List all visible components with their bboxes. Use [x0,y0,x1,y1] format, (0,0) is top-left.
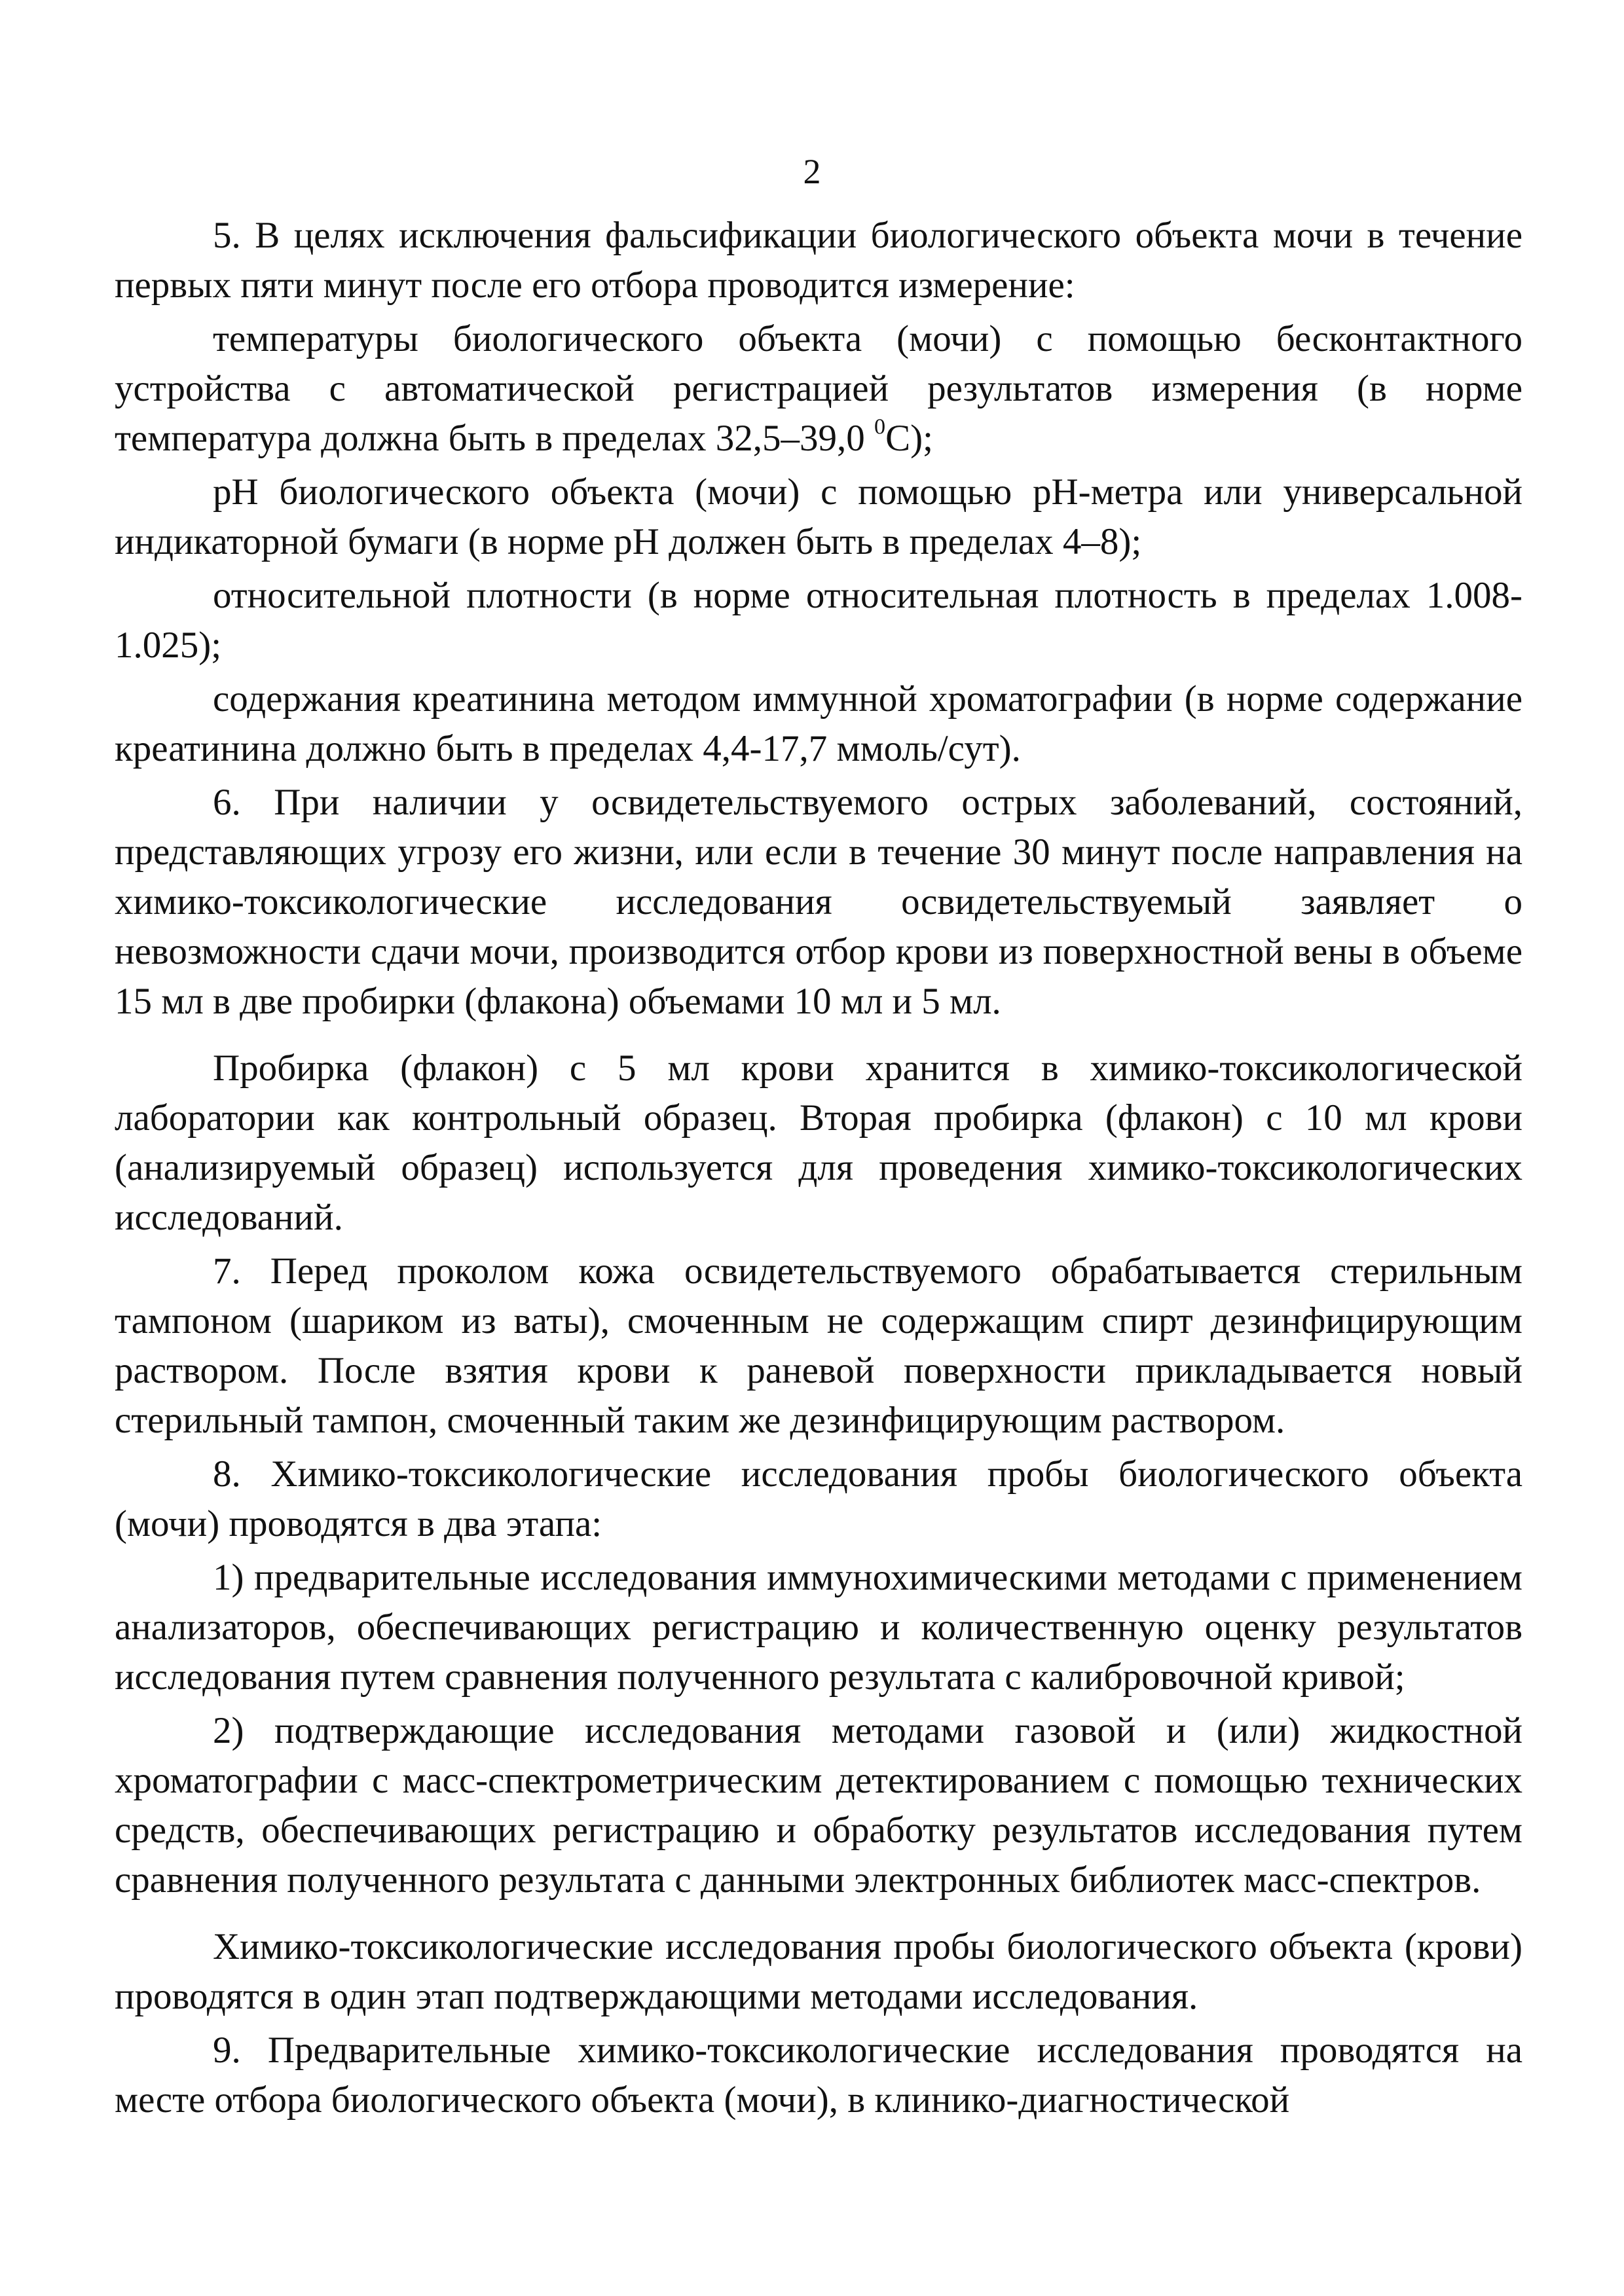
degree-superscript: 0 [874,414,886,439]
paragraph-ph: pH биологического объекта (мочи) с помощью pH-метра или универсальной индикаторной бумаги (в норме pH должен быть в пределах 4–8); [115,471,1522,562]
paragraph-blood-tests: Химико-токсикологические исследования пробы биологического объекта (крови) проводятся в один этап подтверждающими методами исследования. [115,1926,1522,2017]
paragraph-9: 9. Предварительные химико-токсикологические исследования проводятся на месте отбора биологического объекта (мочи), в клинико-диагностической [115,2030,1522,2121]
paragraph-control-sample: Пробирка (флакон) с 5 мл крови хранится в химико-токсикологической лаборатории как контрольный образец. Вторая пробирка (флакон) с 10 мл крови (анализируемый образец) используется для проведения химико-токсикологических исследований. [115,1048,1522,1238]
document-body [115,211,1522,2125]
page-number: 2 [803,152,821,191]
paragraph-8-step-1: 1) предварительные исследования иммунохимическими методами с применением анализаторов, обеспечивающих регистрацию и количественную оценку результатов исследования путем сравнения полученного результата с калибровочной кривой; [115,1557,1522,1698]
paragraph-temperature-text: температуры биологического объекта (мочи) с помощью бесконтактного устройства с автоматической регистрацией результатов измерения (в норме температура должна быть в пределах 32,5–39,0 [115,318,1522,459]
temperature-unit: C); [885,418,933,459]
paragraph-8: 8. Химико-токсикологические исследования пробы биологического объекта (мочи) проводятся в два этапа: [115,1453,1522,1544]
paragraph-temperature [115,314,1522,464]
paragraph-density: относительной плотности (в норме относительная плотность в пределах 1.008-1.025); [115,575,1522,666]
paragraph-8-step-2: 2) подтверждающие исследования методами газовой и (или) жидкостной хроматографии с масс-спектрометрическим детектированием с помощью технических средств, обеспечивающих регистрацию и обработку результатов исследования путем сравнения полученного результата с данными электронных библиотек масс-спектров. [115,1710,1522,1901]
paragraph-5-intro: 5. В целях исключения фальсификации биологического объекта мочи в течение первых пяти минут после его отбора проводится измерение: [115,215,1522,306]
paragraph-creatinine: содержания креатинина методом иммунной хроматографии (в норме содержание креатинина должно быть в пределах 4,4-17,7 ммоль/сут). [115,678,1522,769]
paragraph-7: 7. Перед проколом кожа освидетельствуемого обрабатывается стерильным тампоном (шариком из ваты), смоченным не содержащим спирт дезинфицирующим раствором. После взятия крови к раневой поверхности прикладывается новый стерильный тампон, смоченный таким же дезинфицирующим раствором. [115,1250,1522,1441]
paragraph-6: 6. При наличии у освидетельствуемого острых заболеваний, состояний, представляющих угрозу его жизни, или если в течение 30 минут после направления на химико-токсикологические исследования освидетельствуемый заявляет о невозможности сдачи мочи, производится отбор крови из поверхностной вены в объеме 15 мл в две пробирки (флакона) объемами 10 мл и 5 мл. [115,782,1522,1022]
